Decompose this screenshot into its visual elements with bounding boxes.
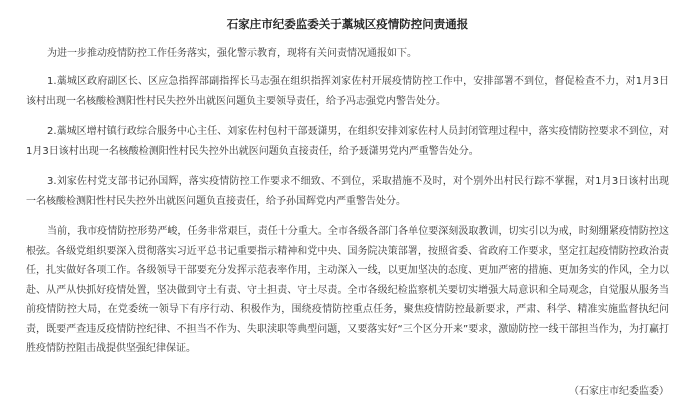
item-paragraph-3: 3.刘家佐村党支部书记孙国辉，落实疫情防控工作要求不细致、不到位，采取措施不及时，对个别外出村民行踪不掌握，对1月3日该村出现一名核酸检测阳性村民失控外出就医问题负直接责任，给予孙国辉党内严重警告处分。 xyxy=(26,176,669,207)
item-paragraph-1: 1.藁城区政府副区长、区应急指挥部副指挥长马志强在组织指挥刘家佐村开展疫情防控工作中，安排部署不到位，督促检查不力，对1月3日该村出现一名核酸检测阳性村民失控外出就医问题负主要领导责任，给予冯志强党内警告处分。 xyxy=(26,76,669,107)
notice-title: 石家庄市纪委监委关于藁城区疫情防控问责通报 xyxy=(226,17,469,31)
signature: （石家庄市纪委监委） xyxy=(569,386,669,397)
closing-paragraph: 当前，我市疫情防控形势严峻，任务非常艰巨，责任十分重大。全市各级各部门各单位要深刻汲取教训，切实引以为戒，时刻绷紧疫情防控这根弦。各级党组织要深入贯彻落实习近平总书记重要指示精神和党中央、国务院决策部署，按照省委、省政府工作要求，坚定扛起疫情防控政治责任，扎实做好各项工作。各级领导干部要充分发挥示范表率作用，主动深入一线，以更加坚决的态度、更加严密的措施、更加务实的作风，全力以赴、从严从快抓好疫情处置，坚决做到守土有责、守土担责、守土尽责。全市各级纪检监察机关要切实增强大局意识和全局观念，自觉服从服务当前疫情防控大局，在党委统一领导下有序行动、积极作为，围绕疫情防控重点任务，聚焦疫情防控最新要求，严肃、科学、精准实施监督执纪问责，既要严查违反疫情防控纪律、不担当不作为、失职渎职等典型问题，又要落实好“三个区分开来”要求，激励防控一线干部担当作为，为打赢打胜疫情防控阻击战提供坚强纪律保证。 xyxy=(26,226,669,354)
item-paragraph-2: 2.藁城区增村镇行政综合服务中心主任、刘家佐村包村干部聂潇男，在组织安排刘家佐村人员封闭管理过程中，落实疫情防控要求不到位，对1月3日该村出现一名核酸检测阳性村民失控外出就医问题负直接责任，给予聂潇男党内严重警告处分。 xyxy=(26,126,669,157)
intro-paragraph: 为进一步推动疫情防控工作任务落实，强化警示教育，现将有关问责情况通报如下。 xyxy=(47,48,417,59)
